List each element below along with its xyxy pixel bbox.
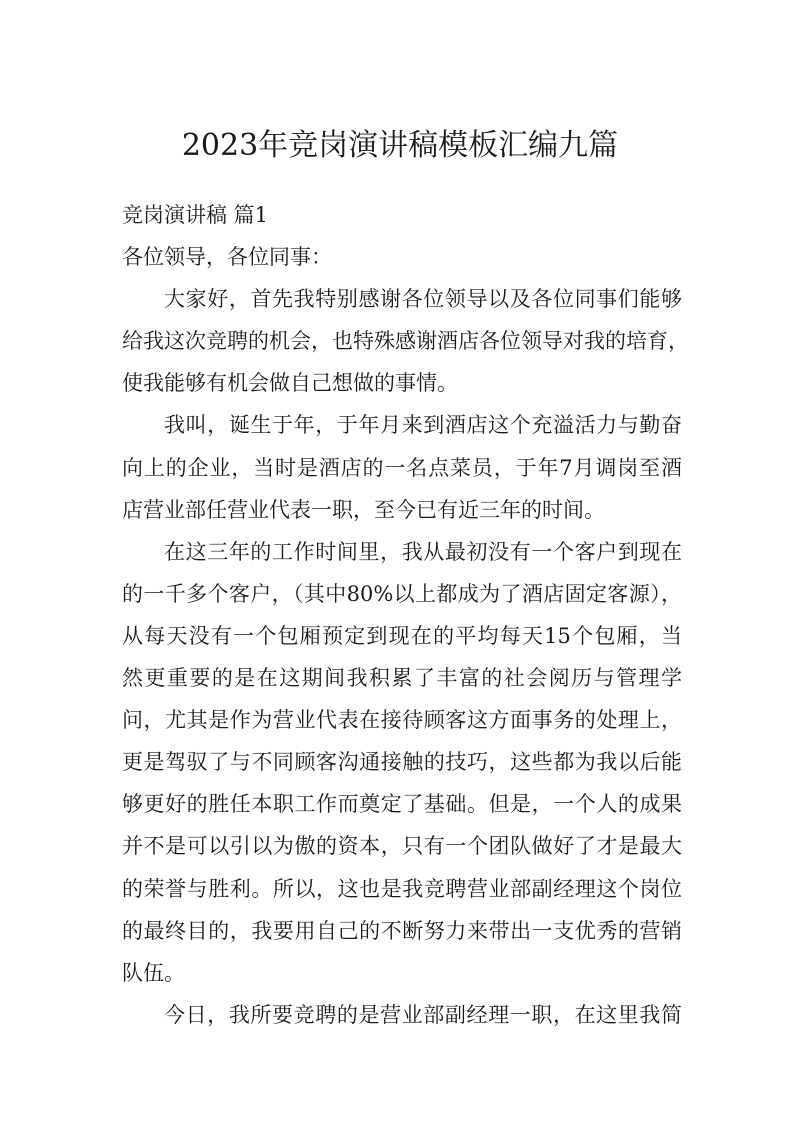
paragraph-line: 给我这次竞聘的机会，也特殊感谢酒店各位领导对我的培育，: [122, 329, 689, 354]
paragraph-line: 问，尤其是作为营业代表在接待顾客这方面事务的处理上，: [122, 708, 682, 733]
paragraph-line: 使我能够有机会做自己想做的事情。: [122, 371, 458, 396]
paragraph-line: 的荣誉与胜利。所以，这也是我竞聘营业部副经理这个岗位: [122, 876, 682, 901]
paragraph-line: 从每天没有一个包厢预定到现在的平均每天15个包厢，当: [122, 623, 682, 648]
paragraph-line: 够更好的胜任本职工作而奠定了基础。但是，一个人的成果: [122, 792, 682, 817]
paragraph-line: 今日，我所要竞聘的是营业部副经理一职，在这里我简: [164, 1002, 682, 1027]
paragraph-line: 我叫，诞生于年，于年月来到酒店这个充溢活力与勤奋: [164, 413, 682, 438]
paragraph-line: 然更重要的是在这期间我积累了丰富的社会阅历与管理学: [122, 666, 682, 691]
paragraph-line: 店营业部任营业代表一职，至今已有近三年的时间。: [122, 497, 605, 522]
salutation: 各位领导，各位同事：: [122, 245, 332, 270]
document-title: 2023年竞岗演讲稿模板汇编九篇: [181, 128, 619, 163]
paragraph-line: 的最终目的，我要用自己的不断努力来带出一支优秀的营销: [122, 918, 682, 943]
section-heading: 竞岗演讲稿 篇1: [122, 203, 269, 227]
paragraph-line: 的一千多个客户，（其中80%以上都成为了酒店固定客源），: [122, 581, 682, 606]
paragraph-line: 向上的企业，当时是酒店的一名点菜员，于年7月调岗至酒: [122, 455, 682, 480]
document-body: [122, 194, 689, 1036]
paragraph-line: 队伍。: [122, 960, 185, 985]
paragraph-line: 在这三年的工作时间里，我从最初没有一个客户到现在: [164, 539, 682, 564]
paragraph-line: 更是驾驭了与不同顾客沟通接触的技巧，这些都为我以后能: [122, 750, 682, 775]
paragraph-line: 大家好，首先我特别感谢各位领导以及各位同事们能够: [164, 287, 682, 312]
paragraph-line: 并不是可以引以为傲的资本，只有一个团队做好了才是最大: [122, 834, 682, 859]
